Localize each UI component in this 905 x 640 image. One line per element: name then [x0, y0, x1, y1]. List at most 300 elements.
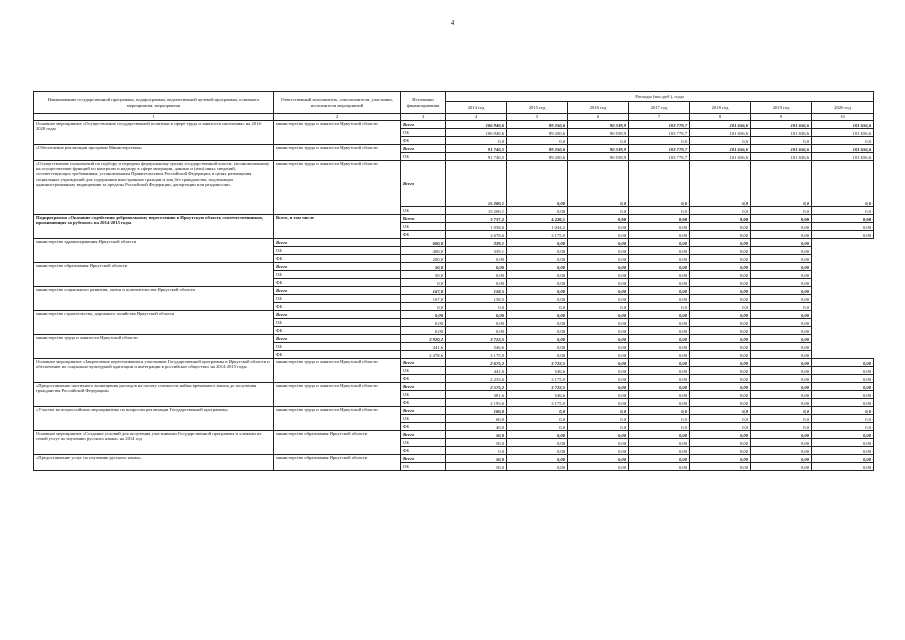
cell-value: 0,00 — [690, 359, 751, 367]
cell-value: 0,0 — [751, 423, 812, 431]
cell-source: Всего — [274, 263, 401, 271]
cell-value: 101 656,6 — [751, 145, 812, 153]
cell-name: Основное мероприятие «Закрепление переселившихся участников Государственной программы в Иркутской области и обеспечение их социально-культурной адаптации и интеграции в российское общество» на 2014-2015 годы — [34, 359, 274, 383]
cell-value: 0,00 — [812, 367, 874, 375]
cell-value: 0,0 — [751, 415, 812, 423]
cell-value: 0,0 — [629, 161, 690, 207]
cell-value: 0,00 — [568, 295, 629, 303]
budget-table — [33, 91, 874, 471]
table-row — [34, 383, 874, 391]
cell-value: 0,00 — [690, 287, 751, 295]
column-number: 4 — [446, 114, 507, 121]
cell-value: 0,00 — [401, 319, 446, 327]
cell-value: 546,6 — [507, 391, 568, 399]
cell-value: 0,0 — [446, 303, 507, 311]
cell-value: 0,00 — [568, 431, 629, 439]
cell-value: 0,00 — [568, 311, 629, 319]
cell-value: 158,5 — [446, 287, 507, 295]
cell-source: ФБ — [274, 279, 401, 287]
cell-value: 2 675,2 — [446, 359, 507, 367]
cell-value: 0,0 — [568, 207, 629, 215]
cell-value: 0,00 — [568, 343, 629, 351]
cell-value: 91 740,5 — [446, 145, 507, 153]
cell-value: 441,6 — [446, 367, 507, 375]
cell-value: 0,00 — [401, 327, 446, 335]
cell-value: 0,0 — [690, 415, 751, 423]
cell-value: 0,00 — [751, 455, 812, 463]
cell-executor: министерство труда и занятости Иркутской области — [34, 335, 274, 359]
cell-value: 400,0 — [401, 247, 446, 255]
cell-value: 0,00 — [812, 375, 874, 383]
cell-value: 0,0 — [751, 207, 812, 215]
cell-value: 1 044,2 — [507, 223, 568, 231]
cell-value: 0,00 — [446, 263, 507, 271]
table-row — [34, 335, 874, 343]
cell-name: «Предоставление услуг по изучению русского языка» — [34, 455, 274, 471]
table-row — [34, 311, 874, 319]
cell-value: 0,0 — [812, 137, 874, 145]
cell-name: Основное мероприятие «Осуществление государственной политики в сфере труда и занятости населения» на 2014-2020 годы — [34, 121, 274, 145]
cell-value: 0,00 — [568, 239, 629, 247]
cell-value: 0,00 — [629, 279, 690, 287]
cell-value: 0,00 — [507, 271, 568, 279]
cell-value: 0,00 — [568, 263, 629, 271]
cell-value: 101 656,6 — [812, 153, 874, 161]
cell-source: ОБ — [401, 463, 446, 471]
header-executor: Ответственный исполнитель, соисполнители, участники, исполнители мероприятий — [274, 92, 401, 114]
cell-value: 0,00 — [690, 271, 751, 279]
cell-value: 0,0 — [446, 447, 507, 455]
cell-value: 0,00 — [812, 431, 874, 439]
cell-value: 0,0 — [751, 137, 812, 145]
cell-value: 0,0 — [568, 161, 629, 207]
cell-value: 0,0 — [812, 407, 874, 415]
cell-value: 0,00 — [507, 455, 568, 463]
cell-value: 90 539,9 — [568, 145, 629, 153]
cell-value: 0,00 — [629, 287, 690, 295]
cell-value: 0,00 — [751, 391, 812, 399]
cell-value: 0,00 — [751, 447, 812, 455]
cell-executor: министерство здравоохранения Иркутской области — [34, 239, 274, 263]
cell-value: 90 539,9 — [568, 153, 629, 161]
cell-value: 50,0 — [446, 431, 507, 439]
cell-value: 0,0 — [751, 161, 812, 207]
cell-source: ФБ — [274, 327, 401, 335]
cell-value: 546,6 — [507, 367, 568, 375]
cell-value: 0,00 — [446, 327, 507, 335]
cell-value: 101 656,6 — [812, 145, 874, 153]
column-number: 3 — [401, 114, 446, 121]
cell-value: 0,00 — [690, 343, 751, 351]
cell-executor: министерство труда и занятости Иркутской области — [274, 383, 401, 407]
cell-value: 103 779,7 — [629, 145, 690, 153]
cell-executor: министерство образования Иркутской области — [34, 263, 274, 287]
cell-value: 0,0 — [690, 407, 751, 415]
cell-value: 0,00 — [751, 439, 812, 447]
cell-value: 0,00 — [690, 295, 751, 303]
cell-value: 3 175,9 — [507, 399, 568, 407]
cell-source: ФБ — [401, 231, 446, 239]
cell-value: 0,00 — [629, 375, 690, 383]
cell-value: 0,00 — [629, 391, 690, 399]
cell-source: ОБ — [274, 295, 401, 303]
cell-value: 0,00 — [446, 279, 507, 287]
cell-value: 0,0 — [507, 303, 568, 311]
cell-name: «Предоставление частичного возмещения расходов на оплату стоимости найма временного жилья до получения гражданства Российской Федерации» — [34, 383, 274, 407]
cell-value: 0,00 — [812, 447, 874, 455]
cell-value: 101 656,6 — [751, 121, 812, 129]
cell-value: 0,00 — [568, 319, 629, 327]
cell-value: 2 678,6 — [446, 231, 507, 239]
cell-source: ФБ — [401, 137, 446, 145]
cell-value: 0,00 — [446, 311, 507, 319]
cell-value: 0,00 — [751, 375, 812, 383]
cell-value: 0,00 — [507, 255, 568, 263]
cell-source: ОБ — [401, 415, 446, 423]
cell-value: 0,00 — [751, 215, 812, 223]
cell-value: 0,00 — [751, 247, 812, 255]
cell-value: 90 539,9 — [568, 129, 629, 137]
cell-source: ОБ — [274, 319, 401, 327]
cell-value: 0,00 — [812, 223, 874, 231]
cell-value: 0,00 — [751, 359, 812, 367]
cell-value: 0,00 — [751, 463, 812, 471]
cell-value: 381,6 — [446, 391, 507, 399]
cell-value: 1 058,6 — [446, 223, 507, 231]
cell-executor: министерство труда и занятости Иркутской области — [274, 145, 401, 161]
cell-value: 0,00 — [690, 447, 751, 455]
cell-value: 0,00 — [690, 335, 751, 343]
cell-value: 0,0 — [629, 407, 690, 415]
cell-value: 339,1 — [446, 239, 507, 247]
cell-source: Всего — [401, 145, 446, 153]
cell-value: 0,00 — [568, 351, 629, 359]
cell-value: 3 175,9 — [507, 375, 568, 383]
cell-value: 0,00 — [568, 367, 629, 375]
cell-value: 101 656,6 — [690, 153, 751, 161]
cell-value: 100,0 — [446, 407, 507, 415]
cell-value: 101 656,6 — [690, 129, 751, 137]
header-expenses: Расходы (тыс.руб.), годы — [446, 92, 874, 102]
column-number: 10 — [812, 114, 874, 121]
cell-executor: министерство труда и занятости Иркутской области — [274, 407, 401, 431]
table-row — [34, 431, 874, 439]
cell-value: 0,00 — [690, 463, 751, 471]
cell-value: 0,00 — [446, 319, 507, 327]
cell-value: 0,0 — [507, 415, 568, 423]
cell-value: 0,00 — [629, 367, 690, 375]
cell-value: 0,00 — [568, 375, 629, 383]
cell-value: 91 740,5 — [446, 153, 507, 161]
cell-value: 0,0 — [507, 423, 568, 431]
cell-value: 0,0 — [812, 423, 874, 431]
header-year: 2020 год — [812, 102, 874, 114]
cell-value: 0,00 — [629, 271, 690, 279]
cell-source: ОБ — [274, 271, 401, 279]
cell-value: 0,00 — [690, 327, 751, 335]
cell-source: Всего — [274, 335, 401, 343]
cell-value: 0,00 — [751, 367, 812, 375]
cell-value: 0,00 — [568, 247, 629, 255]
cell-value: 101 656,6 — [690, 145, 751, 153]
cell-value: 0,00 — [690, 367, 751, 375]
cell-value: 0,00 — [690, 455, 751, 463]
cell-value: 0,0 — [446, 137, 507, 145]
cell-value: 0,00 — [751, 431, 812, 439]
cell-source: Всего — [401, 359, 446, 367]
cell-value: 167,0 — [401, 287, 446, 295]
table-row — [34, 287, 874, 295]
cell-value: 0,00 — [507, 161, 568, 207]
cell-value: 0,00 — [629, 295, 690, 303]
cell-value: 0,0 — [507, 407, 568, 415]
cell-value: 339,1 — [446, 247, 507, 255]
cell-executor: министерство социального развития, опеки и попечительства Иркутской области — [34, 287, 274, 311]
cell-value: 2 575,2 — [446, 383, 507, 391]
column-number: 5 — [507, 114, 568, 121]
cell-executor: министерство строительства, дорожного хозяйства Иркутской области — [34, 311, 274, 335]
cell-value: 0,0 — [568, 137, 629, 145]
cell-source: ФБ — [274, 351, 401, 359]
cell-value: 0,00 — [401, 311, 446, 319]
cell-value: 0,00 — [446, 255, 507, 263]
cell-value: 90 539,9 — [568, 121, 629, 129]
cell-value: 0,00 — [507, 239, 568, 247]
cell-executor: министерство труда и занятости Иркутской области — [274, 359, 401, 383]
cell-source: ФБ — [274, 303, 401, 311]
cell-value: 0,00 — [507, 439, 568, 447]
cell-value: 0,00 — [507, 463, 568, 471]
column-number: 1 — [34, 114, 274, 121]
cell-value: 0,0 — [629, 415, 690, 423]
cell-value: 0,00 — [690, 319, 751, 327]
cell-value: 0,00 — [629, 335, 690, 343]
cell-value: 0,00 — [629, 231, 690, 239]
cell-value: 0,00 — [812, 399, 874, 407]
cell-value: 0,00 — [690, 215, 751, 223]
cell-value: 0,00 — [629, 239, 690, 247]
cell-value: 50,0 — [446, 439, 507, 447]
cell-value: 0,00 — [629, 327, 690, 335]
cell-value: 0,00 — [751, 335, 812, 343]
cell-value: 0,00 — [812, 215, 874, 223]
cell-source: Всего — [274, 239, 401, 247]
cell-source: Всего — [401, 455, 446, 463]
cell-value: 0,00 — [629, 383, 690, 391]
cell-value: 60,0 — [446, 415, 507, 423]
cell-value: 0,00 — [751, 319, 812, 327]
cell-value: 0,00 — [446, 271, 507, 279]
table-body — [34, 121, 874, 471]
cell-value: 0,00 — [568, 463, 629, 471]
cell-source: ОБ — [401, 207, 446, 215]
cell-source: ФБ — [401, 399, 446, 407]
cell-value: 15 200,1 — [446, 207, 507, 215]
cell-source: Всего — [401, 407, 446, 415]
column-number: 2 — [274, 114, 401, 121]
cell-value: 0,00 — [751, 343, 812, 351]
header-year: 2016 год — [568, 102, 629, 114]
cell-value: 0,00 — [568, 455, 629, 463]
cell-value: 158,5 — [446, 295, 507, 303]
cell-value: 0,00 — [507, 295, 568, 303]
cell-value: 0,00 — [629, 455, 690, 463]
column-number: 6 — [568, 114, 629, 121]
table-row — [34, 359, 874, 367]
cell-value: 2 478,6 — [401, 351, 446, 359]
cell-value: 2 920,2 — [401, 335, 446, 343]
cell-value: 3 722,5 — [507, 383, 568, 391]
cell-source: ОБ — [401, 367, 446, 375]
cell-value: 0,00 — [812, 463, 874, 471]
cell-value: 167,0 — [401, 295, 446, 303]
cell-value: 0,00 — [507, 263, 568, 271]
cell-value: 15 200,1 — [446, 161, 507, 207]
cell-source: Всего — [401, 215, 446, 223]
cell-executor: министерство труда и занятости Иркутской области — [274, 161, 401, 215]
cell-value: 0,0 — [568, 303, 629, 311]
cell-value: 0,00 — [629, 247, 690, 255]
cell-value: 0,00 — [629, 319, 690, 327]
cell-value: 0,00 — [629, 263, 690, 271]
cell-value: 0,00 — [507, 287, 568, 295]
cell-value: 0,00 — [507, 327, 568, 335]
cell-value: 40,0 — [446, 423, 507, 431]
cell-value: 0,00 — [629, 447, 690, 455]
cell-value: 0,0 — [629, 423, 690, 431]
cell-value: 0,00 — [690, 279, 751, 287]
cell-value: 103 779,7 — [629, 153, 690, 161]
cell-value: 0,00 — [568, 255, 629, 263]
header-year: 2014 год — [446, 102, 507, 114]
cell-value: 0,00 — [507, 431, 568, 439]
cell-value: 0,00 — [812, 391, 874, 399]
cell-value: 0,00 — [629, 431, 690, 439]
cell-value: 0,00 — [751, 287, 812, 295]
cell-source: Всего — [274, 287, 401, 295]
cell-value: 0,0 — [568, 415, 629, 423]
cell-source: ОБ — [401, 129, 446, 137]
cell-value: 600,0 — [401, 239, 446, 247]
column-number: 9 — [751, 114, 812, 121]
header-year: 2018 год — [690, 102, 751, 114]
cell-value: 0,00 — [568, 359, 629, 367]
cell-value: 0,00 — [690, 399, 751, 407]
cell-value: 0,00 — [812, 359, 874, 367]
cell-value: 0,00 — [507, 311, 568, 319]
cell-value: 0,00 — [751, 351, 812, 359]
cell-value: 101 656,6 — [812, 129, 874, 137]
cell-name: Подпрограмма «Оказание содействия добровольному переселению в Иркутскую область соотечественников, проживающих за рубежом» на 2014-2015 годы — [34, 215, 274, 239]
cell-value: 0,0 — [812, 207, 874, 215]
cell-value: 101 656,6 — [751, 129, 812, 137]
cell-value: 0,00 — [629, 463, 690, 471]
cell-value: 0,00 — [690, 351, 751, 359]
cell-value: 103 779,7 — [629, 129, 690, 137]
cell-source: ОБ — [401, 153, 446, 161]
table-row — [34, 239, 874, 247]
cell-value: 0,00 — [507, 351, 568, 359]
cell-value: 50,0 — [446, 455, 507, 463]
cell-value: 0,0 — [629, 303, 690, 311]
cell-value: 106 940,6 — [446, 121, 507, 129]
cell-value: 106 940,6 — [446, 129, 507, 137]
cell-value: 0,00 — [507, 343, 568, 351]
cell-value: 0,00 — [751, 311, 812, 319]
cell-value: 103 779,7 — [629, 121, 690, 129]
cell-value: 0,00 — [568, 383, 629, 391]
cell-value: 0,00 — [568, 399, 629, 407]
cell-value: 0,00 — [568, 335, 629, 343]
cell-value: 50,0 — [446, 463, 507, 471]
cell-value: 0,00 — [629, 223, 690, 231]
cell-value: 0,00 — [812, 231, 874, 239]
cell-value: 0,00 — [507, 335, 568, 343]
cell-source: ФБ — [401, 447, 446, 455]
cell-value: 0,00 — [568, 287, 629, 295]
cell-value: 0,0 — [401, 303, 446, 311]
cell-value: 0,0 — [690, 207, 751, 215]
cell-value: 0,00 — [690, 263, 751, 271]
header-year: 2019 год — [751, 102, 812, 114]
cell-value: 0,00 — [690, 255, 751, 263]
cell-value: 3 722,5 — [507, 359, 568, 367]
cell-value: 0,0 — [401, 279, 446, 287]
cell-source: ФБ — [274, 255, 401, 263]
cell-value: 50,0 — [401, 263, 446, 271]
table-row — [34, 145, 874, 153]
cell-value: 101 656,6 — [751, 153, 812, 161]
cell-value: 0,0 — [629, 207, 690, 215]
cell-value: 0,0 — [507, 137, 568, 145]
cell-value: 0,0 — [751, 303, 812, 311]
cell-value: 0,0 — [751, 407, 812, 415]
cell-value: 0,00 — [751, 255, 812, 263]
table-row — [34, 407, 874, 415]
header-year: 2015 год — [507, 102, 568, 114]
cell-value: 89 250,6 — [507, 121, 568, 129]
cell-value: 0,00 — [690, 439, 751, 447]
table-row — [34, 121, 874, 129]
cell-value: 4 220,1 — [507, 215, 568, 223]
cell-value: 0,00 — [690, 375, 751, 383]
cell-value: 546,6 — [446, 343, 507, 351]
cell-value: 0,00 — [690, 231, 751, 239]
cell-source: Всего — [401, 121, 446, 129]
cell-value: 0,00 — [690, 223, 751, 231]
cell-value: 0,00 — [568, 231, 629, 239]
cell-value: 0,0 — [629, 137, 690, 145]
cell-value: 0,00 — [629, 255, 690, 263]
cell-value: 0,00 — [751, 263, 812, 271]
cell-value: 0,00 — [751, 231, 812, 239]
cell-value: 0,00 — [751, 295, 812, 303]
cell-value: 0,00 — [751, 271, 812, 279]
header-year: 2017 год — [629, 102, 690, 114]
cell-source: ФБ — [401, 423, 446, 431]
cell-value: 0,00 — [568, 391, 629, 399]
cell-value: 0,00 — [507, 447, 568, 455]
cell-value: 0,0 — [690, 303, 751, 311]
cell-value: 89 250,6 — [507, 145, 568, 153]
cell-name: «Осуществление полномочий по подбору и передачи федеральному органу государственной власти, уполномоченному на осуществление функций по контролю и надзору в сфере миграции, данных и (или) иных сведений, соответствующих требованиям, установленным Правительством Российской Федерации, в целях размещения социальных учреждений для содержания иностранных граждан и лиц без гражданства, подлежащих административному выдворению за пределы Российской Федерации, депортации или реадмиссии» — [34, 161, 274, 215]
cell-value: 0,00 — [568, 447, 629, 455]
cell-value: 101 656,6 — [812, 121, 874, 129]
column-number: 8 — [690, 114, 751, 121]
cell-value: 0,00 — [690, 239, 751, 247]
cell-value: 0,0 — [568, 407, 629, 415]
cell-value: 3 175,9 — [507, 231, 568, 239]
